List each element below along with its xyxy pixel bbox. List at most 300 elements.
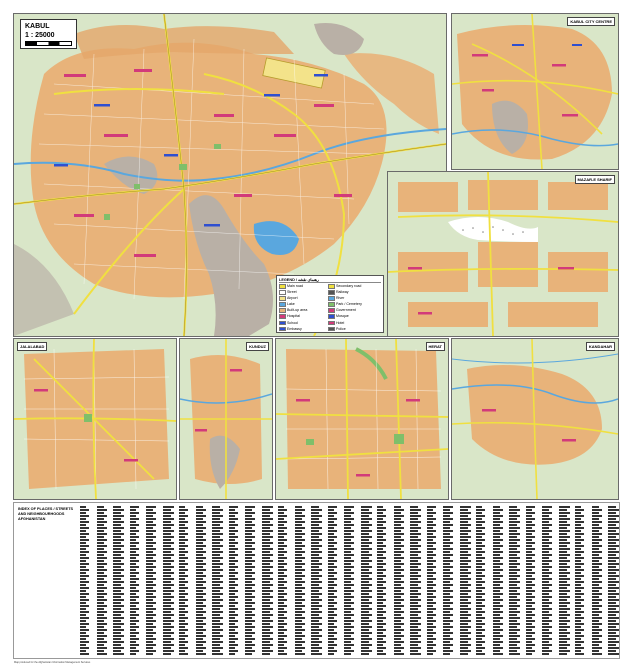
index-entry: [311, 629, 322, 631]
index-entry: [575, 653, 584, 655]
index-entry: [410, 524, 418, 526]
index-entry: [427, 632, 436, 634]
index-entry: [130, 575, 136, 577]
index-entry: [559, 581, 567, 583]
index-entry: [196, 647, 206, 649]
index-entry: [361, 536, 372, 538]
index-entry: [311, 551, 322, 553]
index-entry: [377, 542, 383, 544]
index-entry: [509, 521, 520, 523]
index-entry: [526, 524, 535, 526]
index-entry: [212, 620, 220, 622]
index-entry: [410, 596, 418, 598]
index-entry: [295, 602, 302, 604]
index-entry: [509, 560, 517, 562]
inset-bottom-1[interactable]: [13, 338, 177, 500]
index-entry: [344, 608, 354, 610]
index-entry: [262, 620, 273, 622]
legend-item-label: Lake: [287, 302, 295, 307]
index-entry: [410, 521, 421, 523]
index-entry: [493, 572, 500, 574]
index-entry: [608, 626, 616, 628]
index-entry: [575, 554, 581, 556]
index-entry: [460, 569, 468, 571]
index-entry: [361, 590, 372, 592]
index-entry: [311, 635, 322, 637]
index-entry: [130, 584, 139, 586]
index-entry: [526, 605, 532, 607]
index-entry: [311, 524, 319, 526]
index-entry: [361, 611, 369, 613]
index-entry: [113, 551, 124, 553]
legend-item: [328, 296, 377, 301]
index-entry: [575, 599, 584, 601]
index-entry: [509, 641, 520, 643]
index-entry: [146, 509, 153, 511]
index-entry: [311, 605, 322, 607]
legend-item-label: Main road: [287, 284, 303, 289]
index-entry: [344, 650, 354, 652]
index-entry: [377, 590, 383, 592]
index-entry: [575, 533, 584, 535]
index-entry: [262, 584, 273, 586]
index-entry: [559, 653, 567, 655]
index-column: [262, 505, 272, 656]
index-entry: [344, 515, 351, 517]
index-entry: [278, 515, 287, 517]
index-entry: [559, 569, 567, 571]
index-entry: [311, 527, 322, 529]
index-entry: [328, 542, 337, 544]
index-entry: [559, 530, 570, 532]
index-entry: [179, 599, 188, 601]
index-entry: [80, 515, 89, 517]
index-entry: [443, 533, 450, 535]
index-entry: [113, 596, 121, 598]
index-entry: [179, 527, 188, 529]
index-entry: [476, 650, 482, 652]
index-entry: [394, 536, 401, 538]
index-entry: [575, 557, 584, 559]
index-entry: [163, 638, 174, 640]
index-entry: [130, 647, 136, 649]
index-entry: [361, 530, 372, 532]
index-entry: [443, 560, 453, 562]
inset-label: KABUL CITY CENTRE: [567, 17, 615, 26]
index-entry: [592, 629, 602, 631]
index-entry: [608, 536, 616, 538]
index-entry: [328, 524, 337, 526]
index-entry: [229, 569, 235, 571]
index-entry: [394, 524, 401, 526]
index-entry: [344, 599, 351, 601]
index-entry: [262, 548, 273, 550]
index-entry: [163, 650, 174, 652]
index-entry: [130, 602, 139, 604]
index-entry: [377, 635, 386, 637]
index-entry: [526, 581, 532, 583]
index-entry: [163, 611, 171, 613]
index-entry: [460, 653, 468, 655]
index-entry: [163, 518, 174, 520]
index-entry: [575, 605, 584, 607]
index-entry: [344, 632, 354, 634]
index-entry: [328, 548, 337, 550]
index-entry: [377, 638, 383, 640]
index-entry: [460, 530, 471, 532]
index-entry: [311, 614, 319, 616]
index-entry: [295, 530, 302, 532]
index-entry: [542, 569, 549, 571]
index-entry: [97, 653, 107, 655]
index-entry: [130, 551, 136, 553]
index-entry: [460, 611, 468, 613]
index-entry: [526, 536, 535, 538]
index-entry: [608, 512, 616, 514]
index-entry: [196, 518, 203, 520]
index-entry: [394, 650, 401, 652]
index-entry: [229, 629, 235, 631]
index-entry: [146, 623, 153, 625]
index-entry: [245, 644, 255, 646]
index-entry: [410, 527, 421, 529]
legend-item-label: Hotel: [335, 320, 345, 325]
index-entry: [559, 599, 567, 601]
index-entry: [295, 653, 305, 655]
index-entry: [130, 512, 139, 514]
index-entry: [344, 629, 351, 631]
index-entry: [443, 602, 453, 604]
index-entry: [410, 650, 418, 652]
index-entry: [361, 521, 369, 523]
index-entry: [328, 605, 334, 607]
index-entry: [542, 608, 552, 610]
index-entry: [212, 533, 223, 535]
index-entry: [460, 566, 471, 568]
index-entry: [377, 569, 386, 571]
index-entry: [344, 611, 351, 613]
index-entry: [427, 587, 433, 589]
index-entry: [526, 557, 532, 559]
legend-swatch: [279, 327, 286, 332]
index-column: [245, 505, 255, 656]
index-entry: [460, 626, 471, 628]
index-entry: [542, 617, 549, 619]
index-entry: [559, 611, 567, 613]
index-entry: [592, 518, 599, 520]
index-entry: [344, 530, 354, 532]
index-entry: [311, 515, 322, 517]
index-column: [377, 505, 387, 656]
index-entry: [130, 617, 136, 619]
index-entry: [311, 560, 319, 562]
index-column: [311, 505, 321, 656]
index-entry: [245, 602, 255, 604]
index-entry: [80, 638, 86, 640]
index-entry: [113, 584, 121, 586]
index-entry: [427, 596, 436, 598]
index-entry: [394, 581, 404, 583]
legend-item: [279, 327, 328, 332]
index-entry: [229, 560, 238, 562]
index-entry: [361, 557, 369, 559]
index-entry: [476, 563, 485, 565]
inset-bottom-3[interactable]: [275, 338, 449, 500]
index-entry: [493, 605, 503, 607]
index-entry: [295, 578, 302, 580]
index-entry: [163, 506, 174, 508]
index-entry: [130, 548, 139, 550]
index-entry: [262, 617, 270, 619]
index-entry: [575, 590, 581, 592]
index-entry: [229, 587, 235, 589]
index-entry: [179, 587, 188, 589]
index-entry: [295, 518, 302, 520]
index-entry: [229, 524, 238, 526]
index-entry: [542, 638, 552, 640]
legend-item: [279, 290, 328, 295]
index-entry: [476, 512, 482, 514]
index-entry: [196, 524, 203, 526]
index-entry: [97, 587, 107, 589]
index-entry: [278, 620, 284, 622]
index-entry: [311, 518, 319, 520]
index-entry: [229, 548, 238, 550]
index-entry: [460, 587, 468, 589]
index-entry: [608, 569, 619, 571]
index-entry: [212, 542, 220, 544]
index-entry: [245, 641, 252, 643]
index-entry: [295, 635, 305, 637]
index-entry: [113, 587, 124, 589]
index-entry: [80, 644, 86, 646]
index-entry: [493, 518, 500, 520]
index-entry: [80, 545, 89, 547]
index-entry: [212, 641, 223, 643]
index-entry: [196, 650, 203, 652]
index-entry: [509, 587, 520, 589]
index-entry: [278, 581, 287, 583]
index-entry: [97, 632, 104, 634]
index-entry: [394, 590, 401, 592]
index-entry: [526, 587, 532, 589]
index-entry: [212, 521, 223, 523]
index-entry: [443, 599, 450, 601]
index-entry: [328, 647, 334, 649]
index-entry: [311, 566, 319, 568]
index-entry: [328, 653, 334, 655]
index-entry: [410, 647, 421, 649]
index-entry: [97, 518, 104, 520]
index-entry: [427, 509, 433, 511]
index-entry: [427, 653, 433, 655]
index-entry: [295, 626, 302, 628]
index-entry: [311, 620, 319, 622]
index-entry: [245, 599, 252, 601]
index-entry: [328, 569, 334, 571]
index-entry: [377, 614, 383, 616]
index-entry: [394, 551, 404, 553]
index-column: [80, 505, 90, 656]
index-entry: [476, 647, 485, 649]
index-entry: [476, 554, 482, 556]
index-column: [146, 505, 156, 656]
index-entry: [196, 536, 203, 538]
index-entry: [559, 575, 567, 577]
index-entry: [575, 548, 581, 550]
index-entry: [344, 521, 351, 523]
index-entry: [476, 641, 485, 643]
index-entry: [509, 614, 517, 616]
index-entry: [542, 605, 549, 607]
index-entry: [427, 650, 436, 652]
index-entry: [493, 617, 503, 619]
index-entry: [526, 560, 535, 562]
index-entry: [179, 602, 185, 604]
index-entry: [278, 548, 284, 550]
index-entry: [212, 611, 223, 613]
inset-bottom-4[interactable]: [451, 338, 619, 500]
index-entry: [410, 581, 421, 583]
index-entry: [493, 626, 500, 628]
index-entry: [559, 647, 567, 649]
index-entry: [509, 590, 517, 592]
index-entry: [608, 530, 616, 532]
index-entry: [295, 644, 302, 646]
index-column: [542, 505, 552, 656]
index-entry: [97, 647, 107, 649]
index-entry: [97, 527, 107, 529]
index-entry: [295, 551, 305, 553]
index-entry: [311, 602, 319, 604]
index-entry: [328, 551, 334, 553]
legend-title: LEGEND / رهنمای نقشه: [279, 278, 381, 283]
index-entry: [146, 560, 156, 562]
index-entry: [146, 536, 156, 538]
inset-label: MAZAR-E SHARIF: [575, 175, 615, 184]
index-entry: [97, 524, 104, 526]
index-entry: [559, 626, 570, 628]
index-entry: [592, 542, 599, 544]
index-entry: [163, 632, 174, 634]
index-entry: [311, 572, 319, 574]
index-entry: [608, 608, 616, 610]
index-entry: [559, 572, 570, 574]
index-entry: [394, 617, 404, 619]
index-entry: [575, 614, 581, 616]
index-entry: [278, 587, 287, 589]
index-entry: [262, 518, 273, 520]
index-entry: [559, 554, 570, 556]
index-entry: [311, 638, 319, 640]
index-entry: [80, 611, 89, 613]
index-entry: [559, 536, 570, 538]
index-entry: [179, 569, 188, 571]
index-column: [344, 505, 354, 656]
index-entry: [460, 575, 468, 577]
index-entry: [212, 584, 220, 586]
index-entry: [146, 638, 156, 640]
index-entry: [130, 560, 139, 562]
index-entry: [394, 542, 401, 544]
index-entry: [245, 632, 255, 634]
index-entry: [295, 617, 305, 619]
index-entry: [575, 527, 584, 529]
index-entry: [163, 608, 174, 610]
index-column: [410, 505, 420, 656]
index-entry: [146, 551, 153, 553]
index-entry: [328, 650, 337, 652]
index-entry: [608, 533, 619, 535]
index-entry: [526, 620, 535, 622]
index-entry: [278, 584, 284, 586]
index-entry: [113, 635, 124, 637]
index-entry: [80, 533, 89, 535]
index-entry: [80, 587, 89, 589]
index-entry: [80, 539, 89, 541]
index-entry: [163, 641, 171, 643]
inset-east-middle[interactable]: [387, 171, 619, 337]
legend-item: [328, 327, 377, 332]
index-entry: [344, 509, 351, 511]
index-entry: [179, 584, 185, 586]
index-entry: [278, 575, 287, 577]
index-entry: [592, 650, 599, 652]
index-entry: [344, 527, 351, 529]
index-entry: [278, 524, 284, 526]
index-entry: [377, 572, 383, 574]
index-entry: [542, 536, 552, 538]
index-entry: [493, 527, 503, 529]
index-entry: [427, 575, 433, 577]
index-entry: [113, 563, 124, 565]
index-entry: [377, 608, 383, 610]
index-entry: [328, 644, 337, 646]
index-entry: [410, 542, 418, 544]
index-entry: [410, 572, 418, 574]
index-entry: [476, 509, 485, 511]
index-entry: [229, 509, 235, 511]
index-entry: [559, 617, 567, 619]
index-entry: [245, 620, 255, 622]
index-entry: [608, 599, 619, 601]
index-entry: [179, 608, 185, 610]
index-entry: [493, 545, 503, 547]
index-entry: [608, 647, 619, 649]
index-entry: [311, 545, 322, 547]
index-entry: [394, 575, 404, 577]
index-entry: [443, 617, 450, 619]
index-entry: [476, 602, 482, 604]
index-entry: [163, 524, 174, 526]
index-entry: [608, 605, 619, 607]
index-entry: [394, 512, 401, 514]
index-entry: [262, 536, 273, 538]
inset-bottom-2[interactable]: [179, 338, 273, 500]
index-entry: [278, 638, 284, 640]
index-entry: [509, 602, 517, 604]
index-entry: [575, 641, 584, 643]
index-entry: [377, 617, 386, 619]
index-column: [592, 505, 602, 656]
index-entry: [542, 551, 549, 553]
index-entry: [592, 551, 602, 553]
inset-north-east[interactable]: [451, 13, 619, 170]
index-entry: [311, 590, 319, 592]
index-entry: [163, 572, 174, 574]
index-entry: [493, 611, 503, 613]
index-entry: [97, 536, 104, 538]
